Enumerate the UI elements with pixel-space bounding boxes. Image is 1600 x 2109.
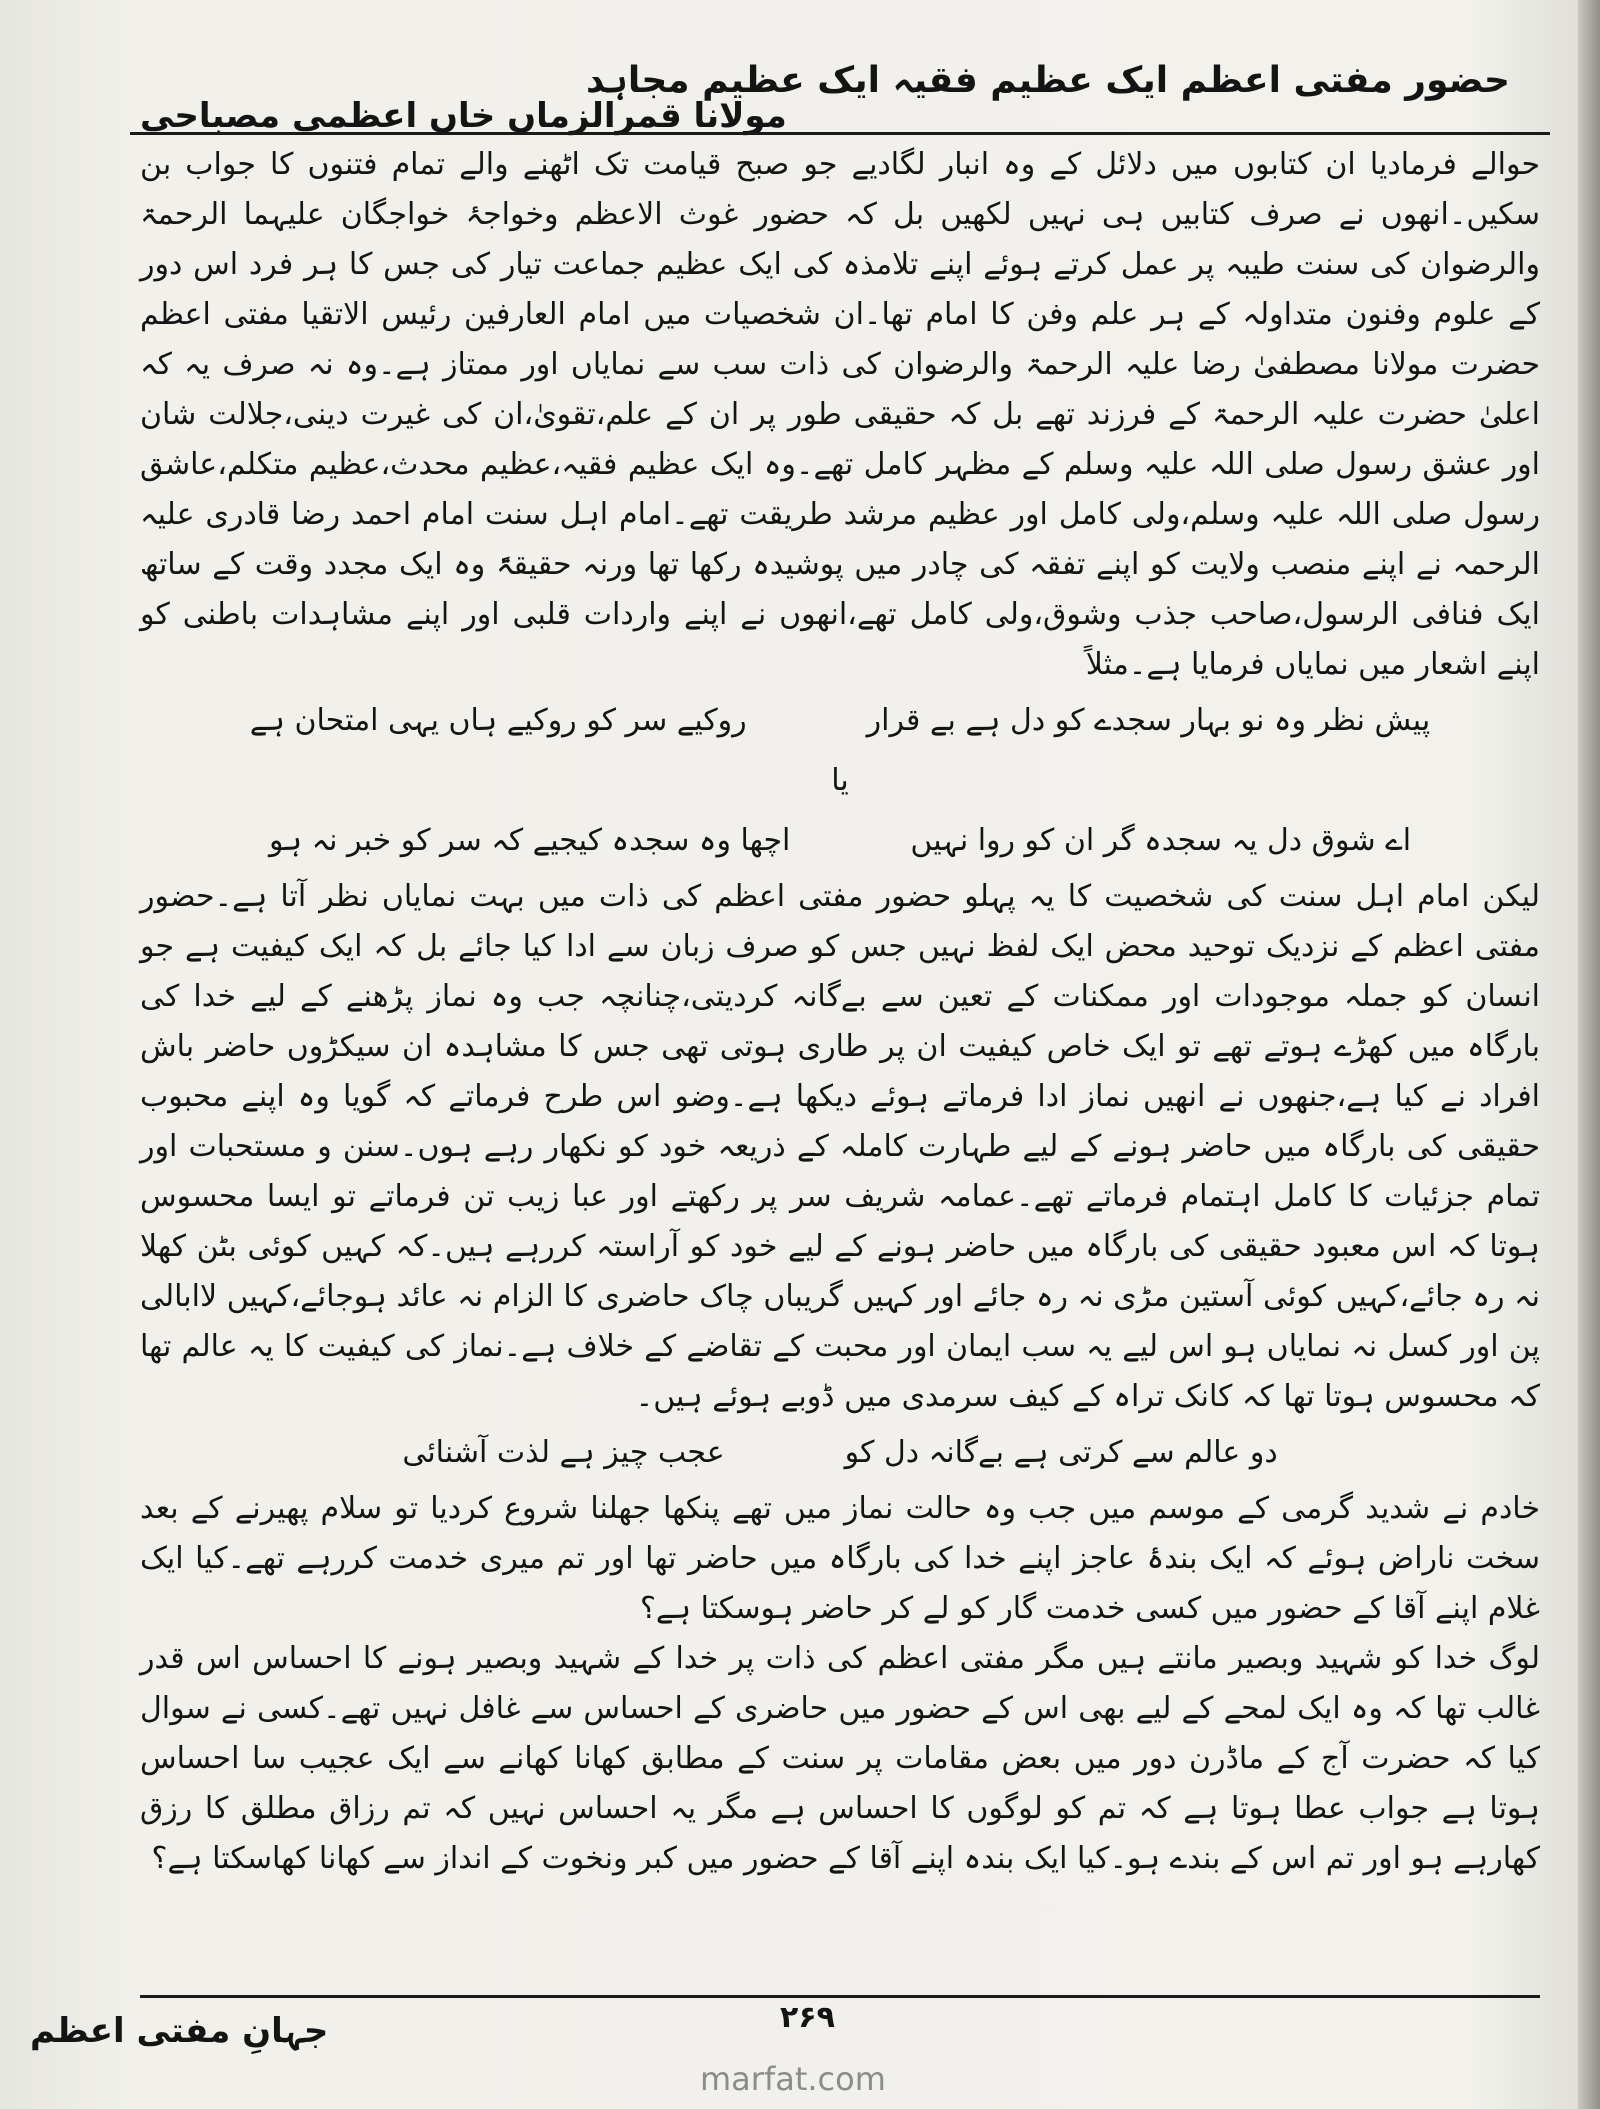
page-number: ۲۶۹ [780, 2000, 835, 2035]
paragraph: لوگ خدا کو شہید وبصیر مانتے ہیں مگر مفتی اعظم کی ذات پر خدا کے شہید وبصیر ہونے کا احساس اس قدر غالب تھا کہ وہ ایک لمحے کے لیے بھی اس کے حضور میں حاضری کے احساس سے غافل نہیں تھے۔کسی نے سوال کیا کہ حضرت آج کے ماڈرن دور میں بعض مقامات پر سنت کے مطابق کھانا کھانے سے ایک عجیب سا احساس ہوتا ہے جواب عطا ہوتا ہے کہ تم کو لوگوں کا احساس ہے مگر یہ احساس نہیں کہ تم رزاق مطلق کا رزق کھارہے ہو اور تم اس کے بندے ہو۔کیا ایک بندہ اپنے آقا کے حضور میں کبر ونخوت کے انداز سے کھانا کھاسکتا ہے؟ [140, 1641, 1540, 1876]
verse-first-line: پیش نظر وہ نو بہار سجدے کو دل ہے بے قرار [866, 703, 1431, 738]
author-name: مولانا قمرالزماں خاں اعظمی مصباحی [140, 96, 787, 136]
verse-couplet [140, 696, 1540, 746]
verse-separator: یا [831, 763, 849, 798]
running-title: حضور مفتی اعظم ایک عظیم فقیہ ایک عظیم مجاہد [585, 60, 1510, 101]
paragraph: خادم نے شدید گرمی کے موسم میں جب وہ حالت نماز میں تھے پنکھا جھلنا شروع کردیا تو سلام پھیرنے کے بعد سخت ناراض ہوئے کہ ایک بندۂ عاجز اپنے خدا کی بارگاہ میں حاضر تھا اور تم میری خدمت کررہے تھے۔کیا ایک غلام اپنے آقا کے حضور میں کسی خدمت گار کو لے کر حاضر ہوسکتا ہے؟ [140, 1491, 1540, 1626]
watermark: marfat.com [700, 2060, 886, 2098]
verse-second-line: اچھا وہ سجدہ کیجیے کہ سر کو خبر نہ ہو [268, 823, 791, 858]
verse-second-line: عجب چیز ہے لذت آشنائی [402, 1435, 725, 1470]
verse-first-line: اے شوق دل یہ سجدہ گر ان کو روا نہیں [910, 823, 1412, 858]
verse-couplet [140, 816, 1540, 866]
footer-rule [140, 1995, 1540, 1998]
page-header [140, 60, 1540, 136]
book-spine [1578, 0, 1600, 2109]
paragraph: لیکن امام اہل سنت کی شخصیت کا یہ پہلو حضور مفتی اعظم کی ذات میں بہت نمایاں نظر آتا ہے۔حضور مفتی اعظم کے نزدیک توحید محض ایک لفظ نہیں جس کو صرف زبان سے ادا کیا جائے بل کہ ایک کیفیت ہے جو انسان کو جملہ موجودات اور ممکنات کے تعین سے بےگانہ کردیتی،چنانچہ جب وہ نماز پڑھنے کے لیے خدا کی بارگاہ میں کھڑے ہوتے تھے تو ایک خاص کیفیت ان پر طاری ہوتی تھی جس کا مشاہدہ ان سیکڑوں حاضر باش افراد نے کیا ہے،جنھوں نے انھیں نماز ادا فرماتے ہوئے دیکھا ہے۔وضو اس طرح فرماتے کہ گویا وہ اپنے محبوب حقیقی کی بارگاہ میں حاضر ہونے کے لیے طہارت کاملہ کے ذریعہ خود کو نکھار رہے ہوں۔سنن و مستحبات اور تمام جزئیات کا کامل اہتمام فرماتے تھے۔عمامہ شریف سر پر رکھتے اور عبا زیب تن فرماتے تو ایسا محسوس ہوتا کہ اس معبود حقیقی کی بارگاہ میں حاضر ہونے کے لیے خود کو آراستہ کررہے ہیں۔کہ کہیں کوئی بٹن کھلا نہ رہ جائے،کہیں کوئی آستین مڑی نہ رہ جائے اور کہیں گریباں چاک حاضری کا الزام نہ عائد ہوجائے،کہیں لاابالی پن اور کسل نہ نمایاں ہو اس لیے یہ سب ایمان اور محبت کے تقاضے کے خلاف ہے۔نماز کی کیفیت کا یہ عالم تھا کہ محسوس ہوتا تھا کہ کانک تراہ کے کیف سرمدی میں ڈوبے ہوئے ہیں۔ [140, 879, 1540, 1414]
header-rule [130, 132, 1550, 135]
footer-book-name: جہانِ مفتی اعظم [30, 2011, 329, 2051]
article-body [140, 140, 1540, 1884]
verse-first-line: دو عالم سے کرتی ہے بےگانہ دل کو [844, 1435, 1278, 1470]
verse-second-line: روکیے سر کو روکیے ہاں یہی امتحان ہے [249, 703, 747, 738]
paragraph: حوالے فرمادیا ان کتابوں میں دلائل کے وہ انبار لگادیے جو صبح قیامت تک اٹھنے والے تمام فتنوں کا جواب بن سکیں۔انھوں نے صرف کتابیں ہی نہیں لکھیں بل کہ حضور غوث الاعظم وخواجۂ خواجگان علیہما الرحمۃ والرضوان کی سنت طیبہ پر عمل کرتے ہوئے اپنے تلامذہ کی ایک عظیم جماعت تیار کی جس کا ہر فرد اس دور کے علوم وفنون متداولہ کے ہر علم وفن کا امام تھا۔ان شخصیات میں امام العارفین رئیس الاتقیا مفتی اعظم حضرت مولانا مصطفیٰ رضا علیہ الرحمۃ والرضوان کی ذات سب سے نمایاں اور ممتاز ہے۔وہ نہ صرف یہ کہ اعلیٰ حضرت علیہ الرحمۃ کے فرزند تھے بل کہ حقیقی طور پر ان کے علم،تقویٰ،ان کی غیرت دینی،جلالت شان اور عشق رسول صلی اللہ علیہ وسلم کے مظہر کامل تھے۔وہ ایک عظیم فقیہ،عظیم محدث،عظیم متکلم،عاشق رسول صلی اللہ علیہ وسلم،ولی کامل اور عظیم مرشد طریقت تھے۔امام اہل سنت امام احمد رضا قادری علیہ الرحمہ نے اپنے منصب ولایت کو اپنے تفقہ کی چادر میں پوشیدہ رکھا تھا ورنہ حقیقۃً وہ ایک مجدد وقت کے ساتھ ایک فنافی الرسول،صاحب جذب وشوق،ولی کامل تھے،انھوں نے اپنے واردات قلبی اور اپنے مشاہدات باطنی کو اپنے اشعار میں نمایاں فرمایا ہے۔مثلاً [140, 147, 1540, 682]
verse-couplet [140, 1428, 1540, 1478]
